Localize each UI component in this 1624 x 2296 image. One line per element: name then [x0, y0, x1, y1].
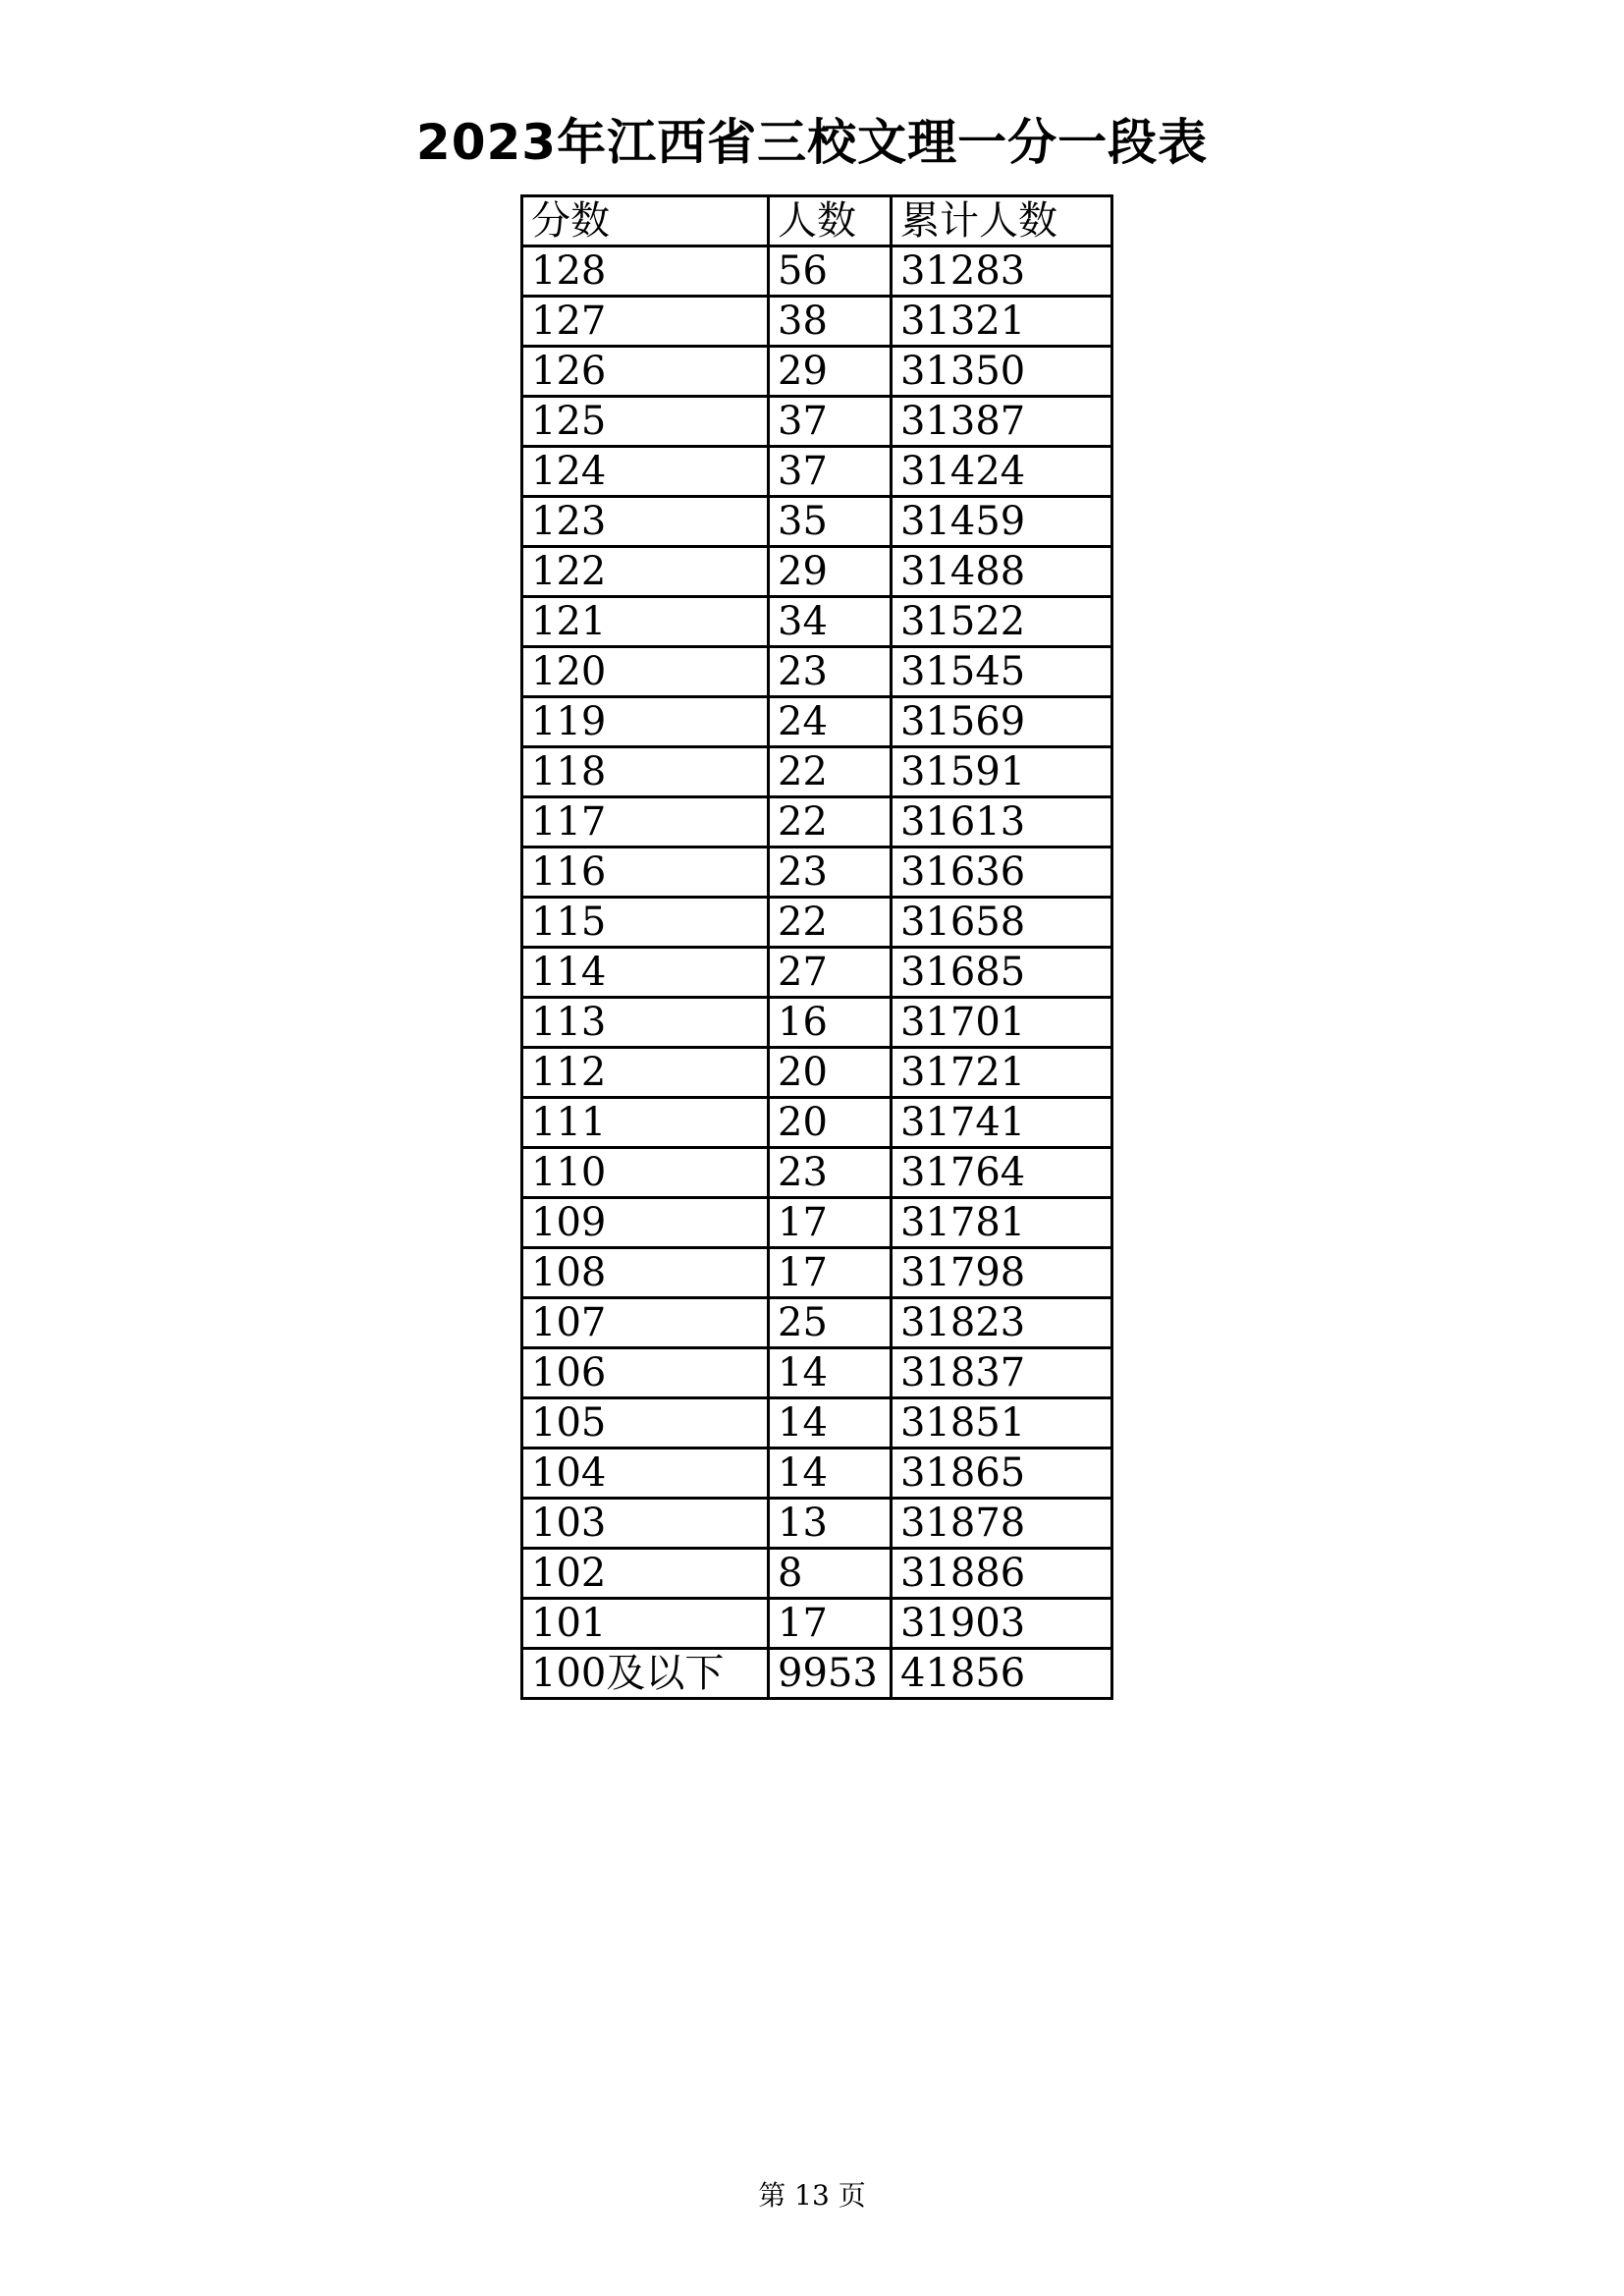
cell-score: 124: [522, 447, 769, 497]
table-row: [522, 647, 1112, 697]
cell-cumulative: 31823: [892, 1298, 1112, 1348]
cell-cumulative: 31387: [892, 397, 1112, 447]
cell-count: 17: [769, 1248, 892, 1298]
cell-score: 106: [522, 1348, 769, 1398]
cell-score: 121: [522, 597, 769, 647]
table-row: [522, 1649, 1112, 1699]
cell-score: 120: [522, 647, 769, 697]
cell-cumulative: 31321: [892, 297, 1112, 347]
cell-count: 37: [769, 447, 892, 497]
cell-count: 14: [769, 1398, 892, 1449]
table-row: [522, 797, 1112, 847]
cell-cumulative: 31886: [892, 1549, 1112, 1599]
table-row: [522, 397, 1112, 447]
table-header: [522, 196, 1112, 246]
page-number: 第 13 页: [758, 2179, 866, 2212]
cell-count: 27: [769, 948, 892, 998]
cell-score: 116: [522, 847, 769, 898]
cell-count: 29: [769, 547, 892, 597]
table-row: [522, 497, 1112, 547]
cell-count: 17: [769, 1599, 892, 1649]
cell-score: 100及以下: [522, 1649, 769, 1699]
cell-count: 23: [769, 847, 892, 898]
cell-cumulative: 31591: [892, 747, 1112, 797]
cell-score: 119: [522, 697, 769, 747]
cell-count: 29: [769, 347, 892, 397]
cell-cumulative: 31685: [892, 948, 1112, 998]
cell-cumulative: 31658: [892, 898, 1112, 948]
cell-count: 37: [769, 397, 892, 447]
cell-score: 101: [522, 1599, 769, 1649]
table-row: [522, 1148, 1112, 1198]
cell-score: 123: [522, 497, 769, 547]
cell-count: 16: [769, 998, 892, 1048]
table-row: [522, 1198, 1112, 1248]
cell-cumulative: 31613: [892, 797, 1112, 847]
cell-score: 113: [522, 998, 769, 1048]
table-row: [522, 898, 1112, 948]
cell-cumulative: 31798: [892, 1248, 1112, 1298]
cell-score: 125: [522, 397, 769, 447]
cell-count: 14: [769, 1348, 892, 1398]
cell-count: 56: [769, 246, 892, 297]
table-row: [522, 948, 1112, 998]
cell-score: 103: [522, 1499, 769, 1549]
cell-count: 14: [769, 1449, 892, 1499]
cell-count: 22: [769, 898, 892, 948]
score-distribution-table: [520, 194, 1113, 1700]
cell-cumulative: 31424: [892, 447, 1112, 497]
table-row: [522, 998, 1112, 1048]
cell-cumulative: 31878: [892, 1499, 1112, 1549]
cell-cumulative: 31903: [892, 1599, 1112, 1649]
table-row: [522, 1048, 1112, 1098]
table-row: [522, 847, 1112, 898]
table-row: [522, 1348, 1112, 1398]
cell-score: 110: [522, 1148, 769, 1198]
cell-count: 38: [769, 297, 892, 347]
table-row: [522, 1449, 1112, 1499]
cell-count: 8: [769, 1549, 892, 1599]
table-row: [522, 747, 1112, 797]
table-row: [522, 1499, 1112, 1549]
column-header-cumulative: 累计人数: [892, 196, 1112, 246]
cell-cumulative: 31741: [892, 1098, 1112, 1148]
cell-score: 108: [522, 1248, 769, 1298]
cell-score: 102: [522, 1549, 769, 1599]
page-title: 2023年江西省三校文理一分一段表: [415, 114, 1209, 171]
cell-count: 23: [769, 1148, 892, 1198]
cell-cumulative: 31851: [892, 1398, 1112, 1449]
table-row: [522, 1248, 1112, 1298]
cell-score: 111: [522, 1098, 769, 1148]
cell-score: 128: [522, 246, 769, 297]
table-row: [522, 697, 1112, 747]
cell-count: 22: [769, 747, 892, 797]
cell-cumulative: 41856: [892, 1649, 1112, 1699]
table-body: [522, 246, 1112, 1699]
cell-score: 105: [522, 1398, 769, 1449]
cell-count: 34: [769, 597, 892, 647]
cell-count: 24: [769, 697, 892, 747]
cell-count: 22: [769, 797, 892, 847]
cell-count: 25: [769, 1298, 892, 1348]
cell-cumulative: 31781: [892, 1198, 1112, 1248]
table-row: [522, 246, 1112, 297]
cell-score: 112: [522, 1048, 769, 1098]
table-row: [522, 1599, 1112, 1649]
cell-score: 127: [522, 297, 769, 347]
cell-count: 23: [769, 647, 892, 697]
cell-score: 117: [522, 797, 769, 847]
cell-count: 20: [769, 1098, 892, 1148]
cell-score: 122: [522, 547, 769, 597]
column-header-score: 分数: [522, 196, 769, 246]
column-header-count: 人数: [769, 196, 892, 246]
cell-score: 114: [522, 948, 769, 998]
table-row: [522, 447, 1112, 497]
cell-cumulative: 31488: [892, 547, 1112, 597]
table-row: [522, 1549, 1112, 1599]
cell-score: 104: [522, 1449, 769, 1499]
cell-cumulative: 31350: [892, 347, 1112, 397]
cell-count: 17: [769, 1198, 892, 1248]
cell-cumulative: 31283: [892, 246, 1112, 297]
cell-cumulative: 31569: [892, 697, 1112, 747]
table-row: [522, 347, 1112, 397]
cell-cumulative: 31701: [892, 998, 1112, 1048]
table-row: [522, 597, 1112, 647]
cell-cumulative: 31865: [892, 1449, 1112, 1499]
table-row: [522, 1398, 1112, 1449]
cell-score: 126: [522, 347, 769, 397]
cell-count: 20: [769, 1048, 892, 1098]
cell-cumulative: 31764: [892, 1148, 1112, 1198]
cell-count: 13: [769, 1499, 892, 1549]
cell-count: 9953: [769, 1649, 892, 1699]
cell-score: 109: [522, 1198, 769, 1248]
cell-score: 115: [522, 898, 769, 948]
cell-cumulative: 31522: [892, 597, 1112, 647]
cell-cumulative: 31545: [892, 647, 1112, 697]
table-row: [522, 1098, 1112, 1148]
cell-cumulative: 31837: [892, 1348, 1112, 1398]
cell-score: 107: [522, 1298, 769, 1348]
cell-cumulative: 31636: [892, 847, 1112, 898]
table-row: [522, 1298, 1112, 1348]
cell-cumulative: 31459: [892, 497, 1112, 547]
table-row: [522, 547, 1112, 597]
table-header-row: [522, 196, 1112, 246]
cell-count: 35: [769, 497, 892, 547]
cell-cumulative: 31721: [892, 1048, 1112, 1098]
table-row: [522, 297, 1112, 347]
cell-score: 118: [522, 747, 769, 797]
